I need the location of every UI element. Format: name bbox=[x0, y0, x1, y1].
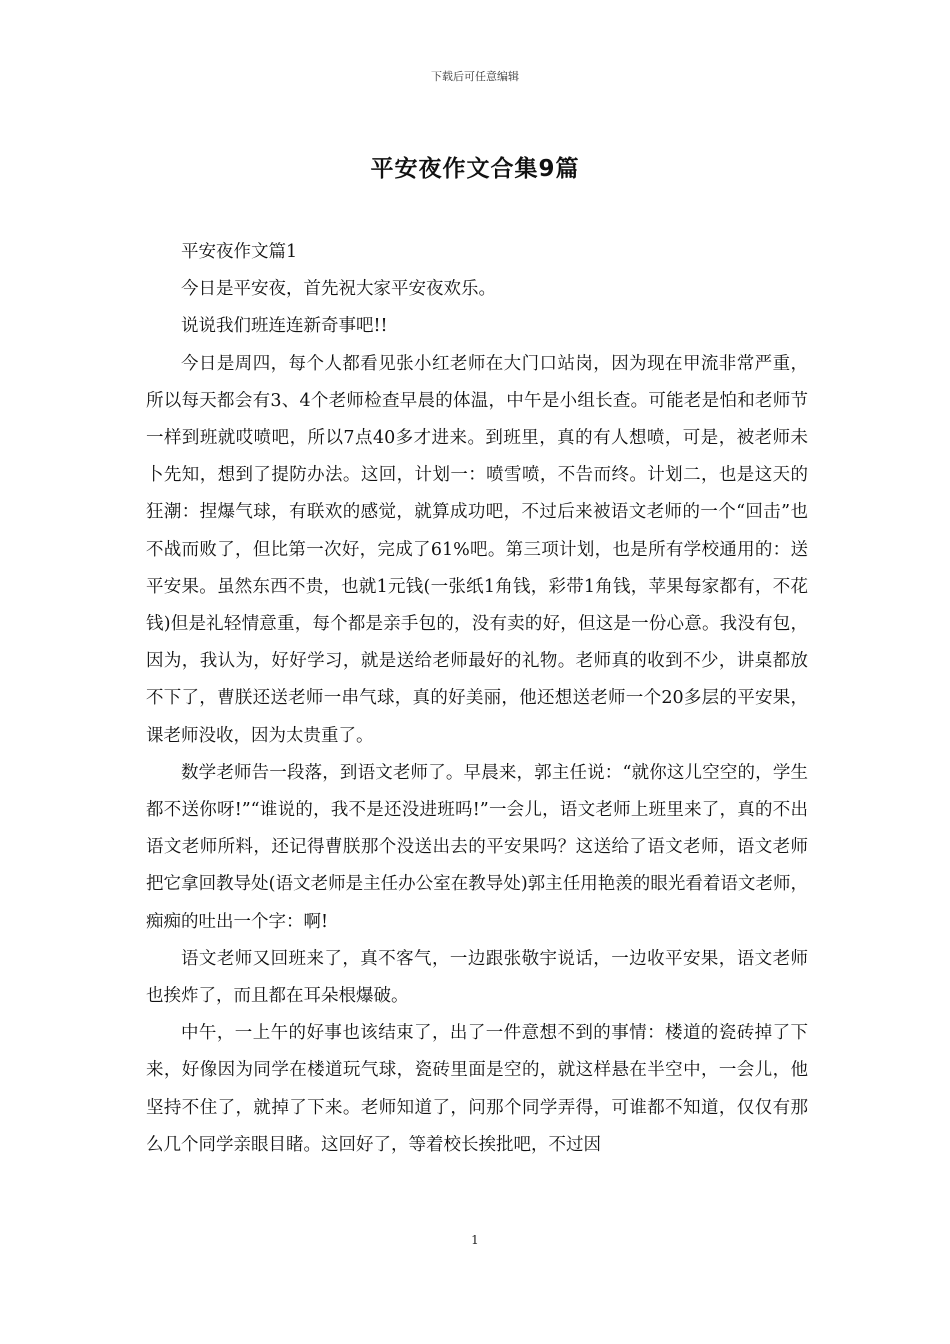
paragraph: 语文老师又回班来了，真不客气，一边跟张敬宇说话，一边收平安果，语文老师也挨炸了，而且都在耳朵根爆破。 bbox=[146, 948, 808, 1007]
document-body bbox=[146, 234, 808, 1164]
page-header: 下载后可任意编辑 bbox=[431, 70, 519, 83]
paragraph: 今日是周四，每个人都看见张小红老师在大门口站岗，因为现在甲流非常严重，所以每天都会有3、4个老师检查早晨的体温，中午是小组长查。可能老是怕和老师节一样到班就哎喷吧，所以7点40多才进来。到班里，真的有人想喷，可是，被老师未卜先知，想到了提防办法。这回，计划一：喷雪喷，不告而终。计划二，也是这天的狂潮：捏爆气球，有联欢的感觉，就算成功吧，不过后来被语文老师的一个“回击”也不战而败了，但比第一次好，完成了61%吧。第三项计划，也是所有学校通用的：送平安果。虽然东西不贵，也就1元钱(一张纸1角钱，彩带1角钱，苹果每家都有，不花钱)但是礼轻情意重，每个都是亲手包的，没有卖的好，但这是一份心意。我没有包，因为，我认为，好好学习，就是送给老师最好的礼物。老师真的收到不少，讲桌都放不下了，曹朕还送老师一串气球，真的好美丽，他还想送老师一个20多层的平安果，课老师没收，因为太贵重了。 bbox=[146, 353, 808, 746]
paragraph: 数学老师告一段落，到语文老师了。早晨来，郭主任说：“就你这儿空空的，学生都不送你呀!”“谁说的，我不是还没进班吗!”一会儿，语文老师上班里来了，真的不出语文老师所料，还记得曹朕那个没送出去的平安果吗？这送给了语文老师，语文老师把它拿回教导处(语文老师是主任办公室在教导处)郭主任用艳羡的眼光看着语文老师，痴痴的吐出一个字：啊! bbox=[146, 762, 808, 932]
paragraph: 中午，一上午的好事也该结束了，出了一件意想不到的事情：楼道的瓷砖掉了下来，好像因为同学在楼道玩气球，瓷砖里面是空的，就这样悬在半空中，一会儿，他坚持不住了，就掉了下来。老师知道了，问那个同学弄得，可谁都不知道，仅仅有那么几个同学亲眼目睹。这回好了，等着校长挨批吧，不过因 bbox=[146, 1023, 808, 1155]
page-title: 平安夜作文合集9篇 bbox=[370, 156, 580, 182]
paragraph: 说说我们班连连新奇事吧!! bbox=[181, 316, 388, 337]
paragraph: 今日是平安夜，首先祝大家平安夜欢乐。 bbox=[181, 279, 496, 300]
section-heading: 平安夜作文篇1 bbox=[181, 242, 298, 262]
page-number: 1 bbox=[471, 1233, 479, 1247]
